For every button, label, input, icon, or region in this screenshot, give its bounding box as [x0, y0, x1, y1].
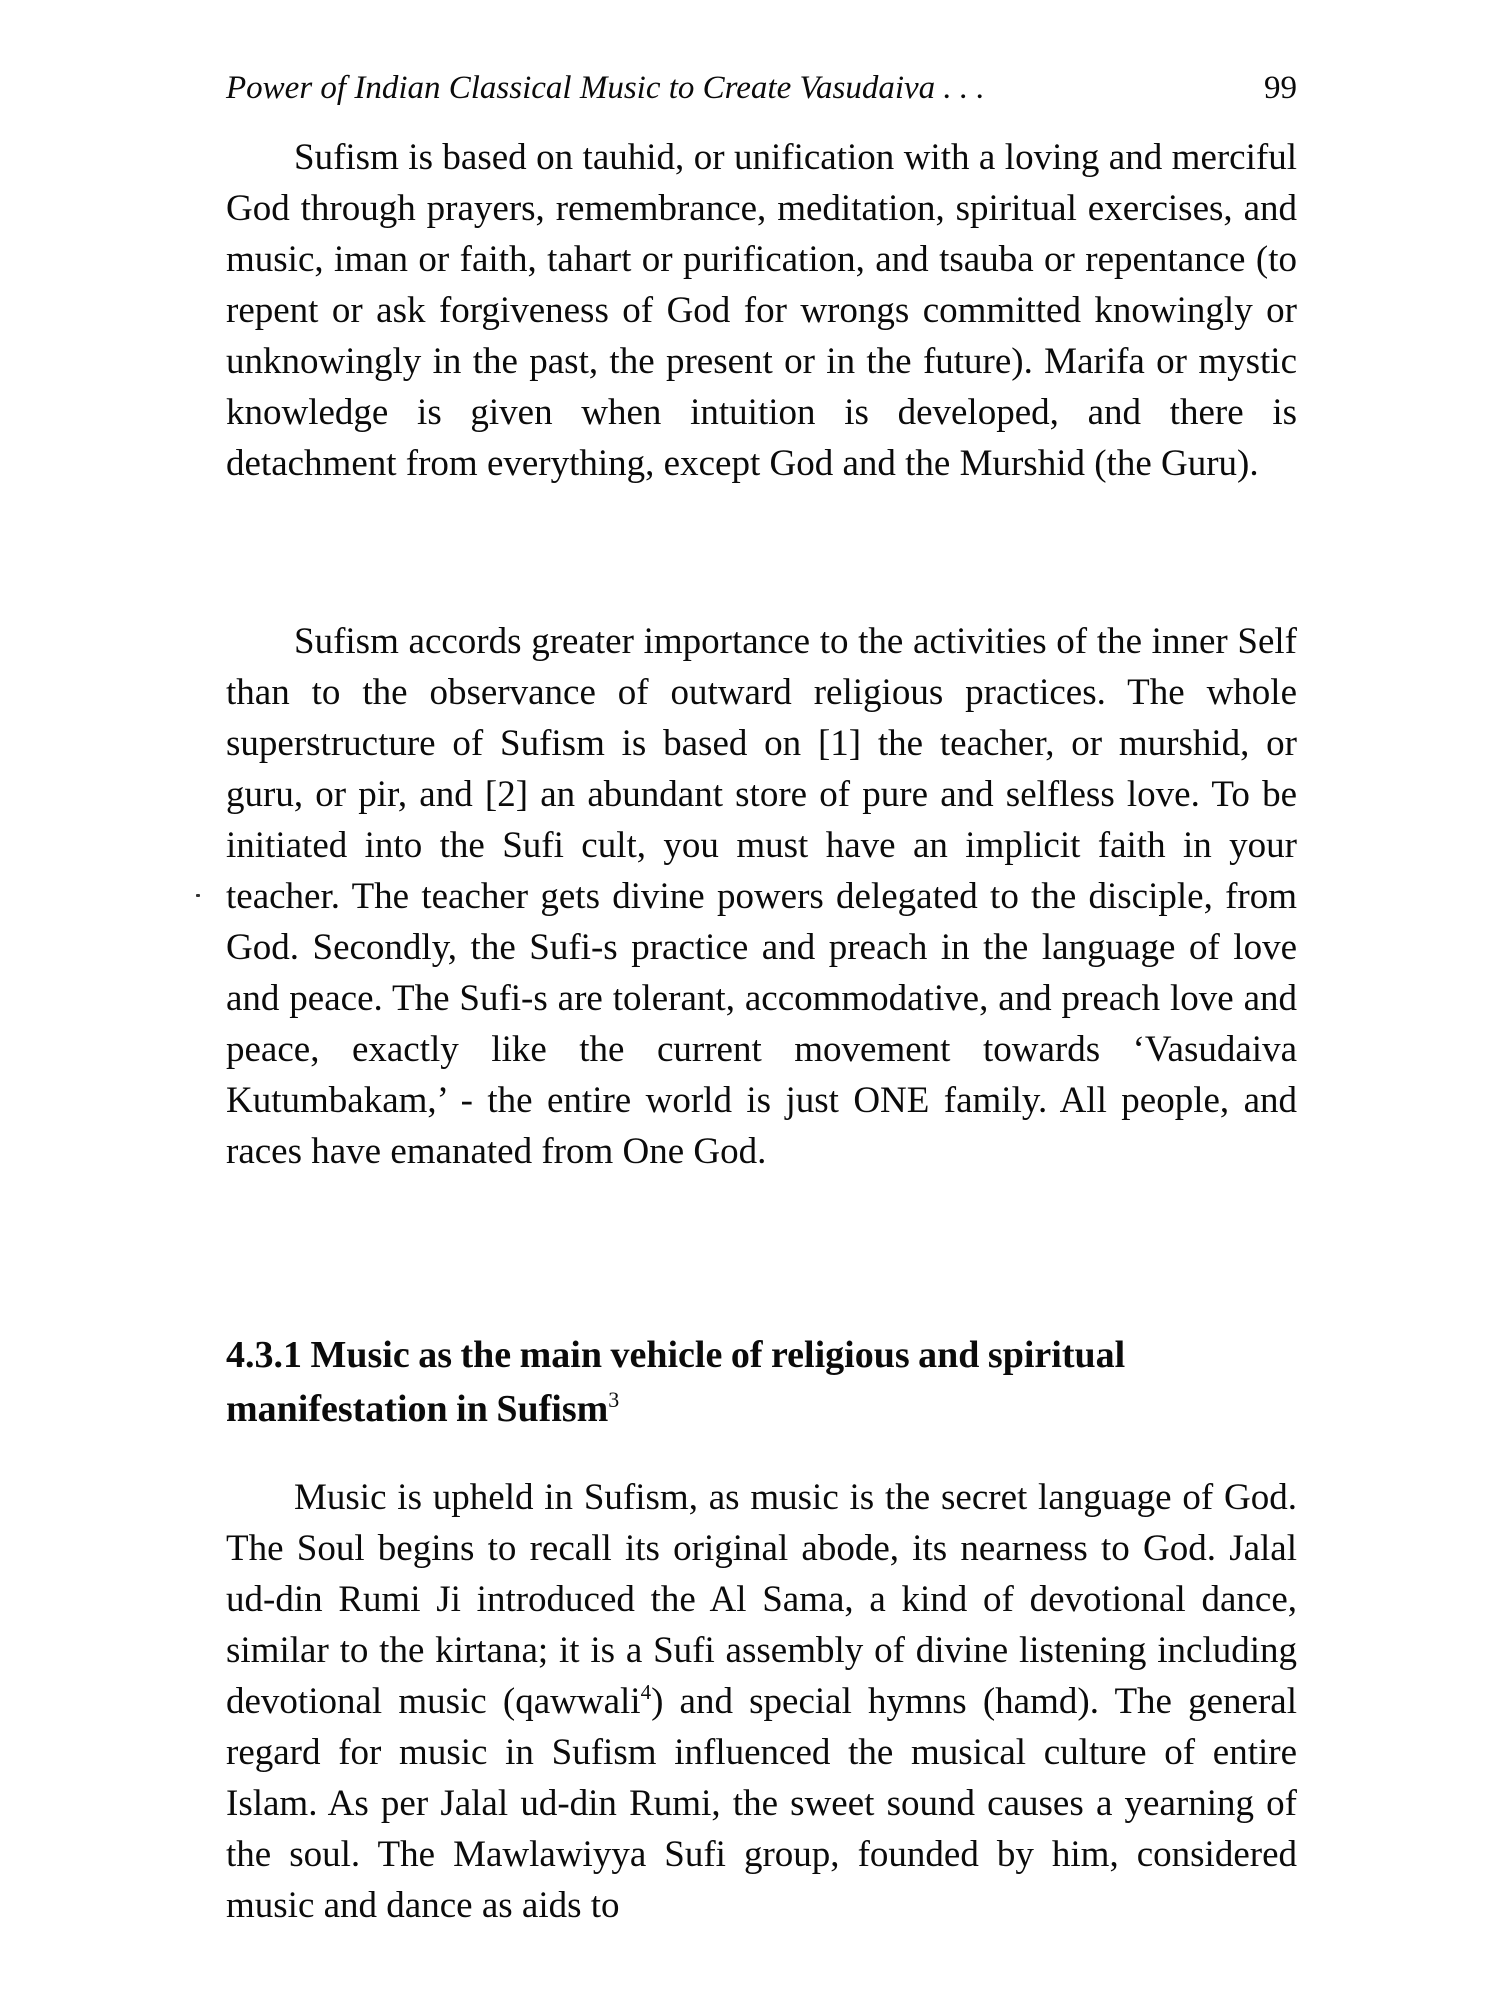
section-heading — [226, 1328, 1297, 1436]
paragraph-text-part-1: Music is upheld in Sufism, as music is the secret language of God. The Soul begins to recall its original abode, its nearness to God. Jalal ud-din Rumi Ji introduced the Al Sama, a kind of devotional dance, similar to the kirtana; it is a Sufi assembly of divine listening including devotional music (qawwali — [226, 1477, 1297, 1722]
paragraph-text-part-2: ) and special hymns (hamd). The general regard for music in Sufism influenced the musical culture of entire Islam. As per Jalal ud-din Rumi, the sweet sound causes a yearning of the soul. The Mawlawiyya Sufi group, founded by him, considered music and dance as aids to — [226, 1681, 1298, 1926]
running-header — [226, 68, 1297, 108]
paragraph-tauhid: Sufism is based on tauhid, or unification with a loving and merciful God through prayers, remembrance, meditation, spiritual exercises, and music, iman or faith, tahart or purification, and tsauba or repentance (to repent or ask forgiveness of God for wrongs committed knowingly or unknowingly in the past, the present or in the future). Marifa or mystic knowledge is given when intuition is developed, and there is detachment from everything, except God and the Murshid (the Guru). — [226, 137, 1297, 484]
paragraph-music-in-sufism — [226, 1472, 1297, 1931]
page-number: 99 — [1264, 70, 1297, 106]
paragraph-block — [226, 1472, 1297, 1931]
paragraph-block — [226, 616, 1297, 1177]
scan-speck — [196, 894, 200, 897]
footnote-marker: 4 — [640, 1680, 652, 1704]
section-heading-text: 4.3.1 Music as the main vehicle of religious and spiritual manifestation in Sufism — [226, 1334, 1126, 1430]
heading-footnote-marker: 3 — [608, 1387, 620, 1412]
paragraph-inner-self: Sufism accords greater importance to the activities of the inner Self than to the observance of outward religious practices. The whole superstructure of Sufism is based on [1] the teacher, or murshid, or guru, or pir, and [2] an abundant store of pure and selfless love. To be initiated into the Sufi cult, you must have an implicit faith in your teacher. The teacher gets divine powers delegated to the disciple, from God. Secondly, the Sufi-s practice and preach in the language of love and peace. The Sufi-s are tolerant, accommodative, and preach love and peace, exactly like the current movement towards ‘Vasudaiva Kutumbakam,’ - the entire world is just ONE family. All people, and races have emanated from One God. — [226, 621, 1297, 1172]
paragraph-block — [226, 132, 1297, 489]
running-header-title: Power of Indian Classical Music to Create Vasudaiva . . . — [226, 70, 985, 106]
